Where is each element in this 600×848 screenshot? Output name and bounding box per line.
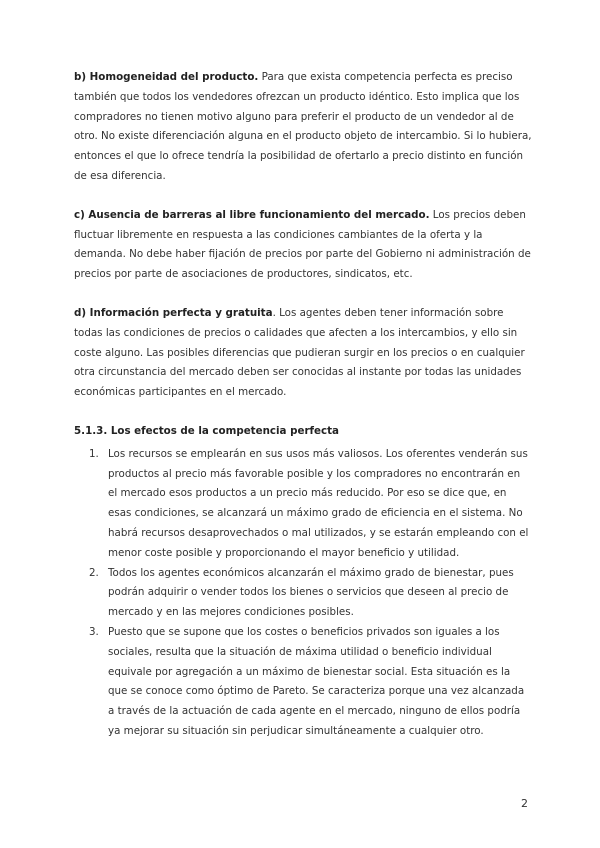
paragraph-title: c) Ausencia de barreras al libre funcionamiento del mercado.	[74, 208, 430, 221]
paragraph-homogeneidad	[74, 68, 532, 187]
paragraph-text: . Los agentes deben tener información sobre todas las condiciones de precios o calidades que afecten a los intercambios, y ello sin coste alguno. Las posibles diferencias que pudieran surgir en los precios o en cualquier otra circunstancia del mercado deben ser conocidas al instante por todas las unidades económicas participantes en el mercado.	[74, 306, 525, 399]
list-item-number: 1.	[89, 447, 99, 460]
paragraph-text: Los precios deben fluctuar libremente en respuesta a las condiciones cambiantes de la oferta y la demanda. No debe haber fijación de precios por parte del Gobierno ni administración de precios por parte de asociaciones de productores, sindicatos, etc.	[74, 208, 531, 281]
list-item	[89, 445, 532, 564]
paragraph-text: Para que exista competencia perfecta es preciso también que todos los vendedores ofrezcan un producto idéntico. Esto implica que los compradores no tienen motivo alguno para preferir el producto de un vendedor al de otro. No existe diferenciación alguna en el producto objeto de intercambio. Si lo hubiera, entonces el que lo ofrece tendría la posibilidad de ofertarlo a precio distinto en función de esa diferencia.	[74, 71, 532, 182]
paragraph-informacion	[74, 304, 532, 403]
page-content	[74, 68, 532, 742]
list-item-text: Todos los agentes económicos alcanzarán el máximo grado de bienestar, pues podrán adquirir o vender todos los bienes o servicios que deseen al precio de mercado y en las mejores condiciones posibles.	[108, 566, 514, 619]
list-item-text: Puesto que se supone que los costes o beneficios privados son iguales a los sociales, resulta que la situación de máxima utilidad o beneficio individual equivale por agregación a un máximo de bienestar social. Esta situación es la que se conoce como óptimo de Pareto. Se caracteriza porque una vez alcanzada a través de la actuación de cada agente en el mercado, ninguno de ellos podría ya mejorar su situación sin perjudicar simultáneamente a cualquier otro.	[108, 625, 525, 737]
paragraph-ausencia-barreras	[74, 206, 532, 285]
list-item	[89, 623, 532, 742]
list-item-number: 3.	[89, 625, 99, 638]
section-heading: 5.1.3. Los efectos de la competencia perfecta	[74, 424, 339, 437]
list-item	[89, 564, 532, 623]
list-item-text: Los recursos se emplearán en sus usos más valiosos. Los oferentes venderán sus productos al precio más favorable posible y los compradores no encontrarán en el mercado esos productos a un precio más reducido. Por eso se dice que, en esas condiciones, se alcanzará un máximo grado de eficiencia en el sistema. No habrá recursos desaprovechados o mal utilizados, y se estarán empleando con el menor coste posible y proporcionando el mayor beneficio y utilidad.	[108, 447, 529, 559]
page-number: 2	[521, 797, 528, 810]
effects-list	[74, 445, 532, 742]
paragraph-title: b) Homogeneidad del producto.	[74, 71, 259, 83]
list-item-number: 2.	[89, 566, 99, 579]
paragraph-title: d) Información perfecta y gratuita	[74, 306, 273, 319]
